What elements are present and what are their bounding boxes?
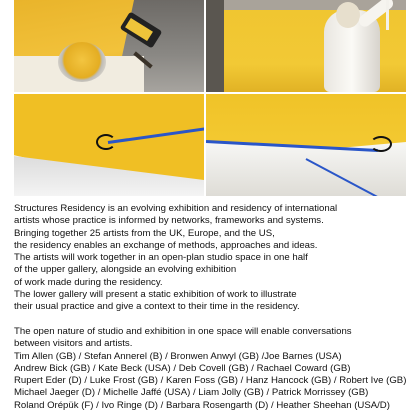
intro-line: of work made during the residency. (14, 276, 163, 288)
artist-line: Michael Jaeger (D) / Michelle Jaffé (USA) / Liam Jolly (GB) / Patrick Morrissey (GB) (14, 387, 369, 399)
closing-line: between visitors and artists. (14, 338, 133, 350)
intro-line: The lower gallery will present a static exhibition of work to illustrate (14, 289, 297, 301)
artist-line: Rupert Eder (D) / Luke Frost (GB) / Karen Foss (GB) / Hanz Hancock (GB) / Robert Ive (GB) (14, 375, 407, 387)
painter-photo (206, 0, 406, 92)
paint-tray-photo (14, 0, 204, 92)
closing-line: The open nature of studio and exhibition in one space will enable conversations (14, 325, 352, 337)
blue-tape-floor-photo (14, 94, 204, 196)
description-text (14, 203, 414, 412)
intro-line: their usual practice and give a context to their time in the residency. (14, 301, 300, 313)
corner-cord-photo (206, 94, 406, 196)
artist-line: Roland Orépük (F) / Ivo Ringe (D) / Barbara Rosengarth (D) / Heather Sheehan (USA/D) (14, 399, 390, 411)
intro-line: artists whose practice is informed by networks, frameworks and systems. (14, 215, 324, 227)
intro-line: of the upper gallery, alongside an evolving exhibition (14, 264, 237, 276)
intro-line: the residency enables an exchange of methods, approaches and ideas. (14, 239, 318, 251)
intro-line: Bringing together 25 artists from the UK, Europe, and the US, (14, 227, 275, 239)
photo-grid (14, 0, 406, 196)
artist-line: Andrew Bick (GB) / Kate Beck (USA) / Deb Covell (GB) / Rachael Coward (GB) (14, 362, 351, 374)
artist-line: Tim Allen (GB) / Stefan Annerel (B) / Bronwen Anwyl (GB) /Joe Barnes (USA) (14, 350, 342, 362)
paragraph-gap (14, 314, 414, 326)
intro-line: Structures Residency is an evolving exhibition and residency of international (14, 203, 338, 214)
intro-line: The artists will work together in an open-plan studio space in one half (14, 252, 308, 264)
